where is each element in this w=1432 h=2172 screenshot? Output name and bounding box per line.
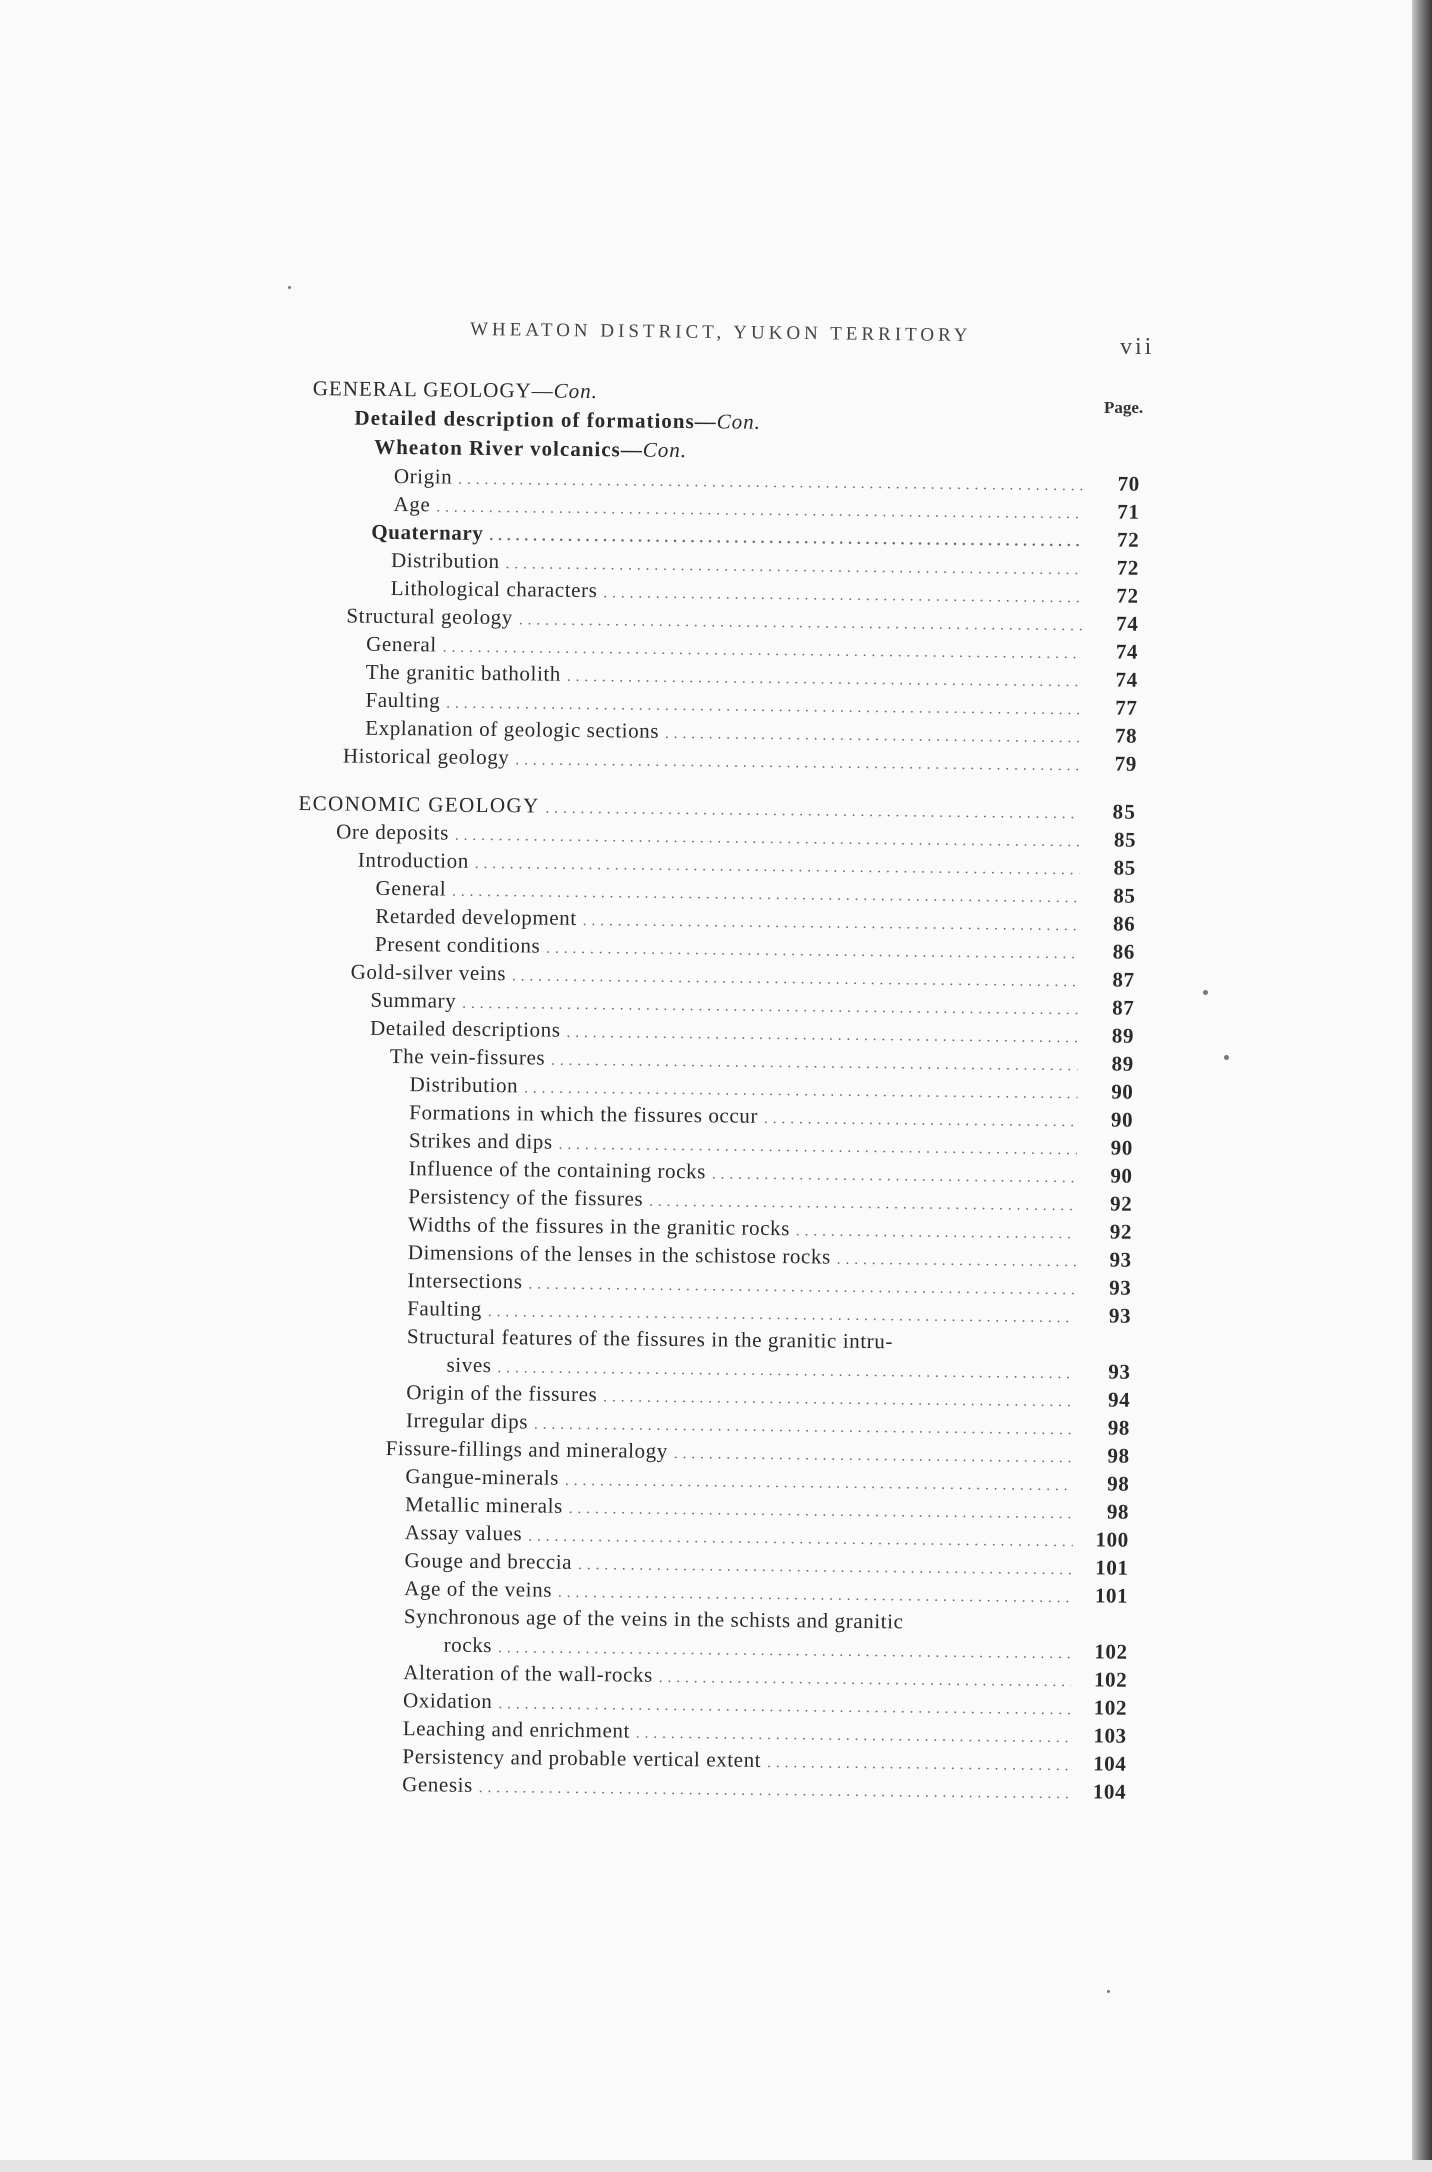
subheading-wheaton-river-volcanics: Wheaton River volcanics—Con.	[374, 434, 688, 463]
toc-page-number: 85	[1113, 883, 1136, 908]
toc-page-number: 93	[1108, 1359, 1131, 1384]
toc-entry: Distribution ..... 90	[409, 1072, 1077, 1107]
toc-entry: Gangue-minerals ..... 98	[405, 1464, 1073, 1499]
toc-page-number: 98	[1106, 1499, 1130, 1524]
toc-entry: Influence of the containing rocks ..... 90	[408, 1156, 1076, 1191]
toc-page-number: 72	[1116, 583, 1139, 608]
toc-page-number: 101	[1094, 1583, 1129, 1608]
scan-speck	[288, 286, 291, 289]
toc-entry: General ..... 74	[366, 632, 1082, 667]
toc-entry: The vein-fissures ..... 89	[390, 1044, 1078, 1079]
toc-page-number: 77	[1115, 695, 1138, 720]
toc-page-number: 93	[1108, 1303, 1132, 1328]
toc-entry: Ore deposits ..... 85	[336, 819, 1080, 855]
scan-speck	[1203, 990, 1208, 995]
toc-entry: Gold-silver veins ..... 87	[351, 960, 1079, 996]
toc-entry: The granitic batholith ..... 74	[366, 660, 1082, 695]
toc-entry: Persistency of the fissures ..... 92	[408, 1184, 1076, 1219]
toc-entry: Present conditions ..... 86	[375, 932, 1079, 967]
toc-entry: Assay values ..... 100	[405, 1520, 1073, 1555]
toc-page-number: 74	[1115, 639, 1139, 664]
toc-page-number: 85	[1113, 827, 1137, 852]
toc-page-number: 102	[1094, 1639, 1128, 1664]
toc-entry: Origin ..... 70	[394, 464, 1084, 499]
toc-page-number: 74	[1116, 611, 1139, 636]
toc-entry: Faulting ..... 77	[365, 688, 1081, 723]
toc-page-number: 90	[1110, 1107, 1134, 1132]
toc-entry: Retarded development ..... 86	[375, 904, 1079, 939]
toc-entry: Age ..... 71	[393, 492, 1083, 527]
toc-entry: Fissure-fillings and mineralogy ..... 98	[386, 1436, 1074, 1471]
toc-page-number: 85	[1113, 855, 1136, 880]
toc-page-number: 86	[1112, 939, 1136, 964]
toc-entry: Explanation of geologic sections ..... 78	[365, 716, 1081, 751]
toc-page-number: 70	[1117, 471, 1140, 496]
toc-page-number: 98	[1107, 1443, 1130, 1468]
toc-page-number: 98	[1107, 1471, 1130, 1496]
toc-entry: Age of the veins ..... 101	[404, 1576, 1072, 1611]
toc-page-number: 104	[1093, 1751, 1127, 1776]
toc-entry: Leaching and enrichment ..... 103	[403, 1716, 1071, 1751]
toc-entry: Faulting ..... 93	[407, 1296, 1075, 1331]
toc-entry: Historical geology ..... 79	[343, 743, 1081, 779]
toc-entry: Quaternary ..... 72	[371, 520, 1083, 555]
subheading-detailed-description: Detailed description of formations—Con.	[354, 405, 762, 434]
toc-entry-section: ECONOMIC GEOLOGY ..... 85	[298, 791, 1080, 827]
page-edge-shadow	[1412, 0, 1432, 2160]
toc-page-number: 72	[1116, 527, 1140, 552]
toc-page-number: 92	[1109, 1191, 1133, 1216]
toc-page-number: 103	[1093, 1723, 1127, 1748]
toc-entry: Dimensions of the lenses in the schistose rocks ..... 93	[408, 1240, 1076, 1275]
toc-entry: Structural geology ..... 74	[346, 604, 1082, 640]
toc-entry: Persistency and probable vertical extent ..... 104	[402, 1744, 1070, 1779]
toc-entry: Gouge and breccia ..... 101	[404, 1548, 1072, 1583]
toc-page-number: 93	[1109, 1275, 1132, 1300]
page-number: vii	[1120, 334, 1155, 360]
toc-entry: Lithological characters ..... 72	[391, 576, 1083, 611]
toc-page-number: 92	[1109, 1219, 1133, 1244]
toc-page-number: 79	[1114, 751, 1138, 776]
toc-entry: Metallic minerals ..... 98	[405, 1492, 1073, 1527]
toc-entry: Alteration of the wall-rocks ..... 102	[403, 1660, 1071, 1695]
toc-page-number: 100	[1095, 1527, 1129, 1552]
toc-entry: Distribution ..... 72	[391, 548, 1083, 583]
toc-entry: Genesis ..... 104	[402, 1772, 1070, 1807]
toc-page-number: 89	[1111, 1023, 1135, 1048]
toc-entry: Oxidation ..... 102	[403, 1688, 1071, 1723]
toc-page-number: 102	[1093, 1667, 1128, 1692]
section-heading-general-geology: GENERAL GEOLOGY—Con.	[312, 376, 599, 404]
toc-entry: Intersections ..... 93	[407, 1268, 1075, 1303]
toc-page-number: 89	[1111, 1051, 1134, 1076]
toc-page-number: 102	[1093, 1695, 1128, 1720]
toc-entry: rocks ..... 102	[443, 1633, 1071, 1668]
toc-entry: Irregular dips ..... 98	[406, 1408, 1074, 1443]
toc-page-number: 94	[1107, 1387, 1131, 1412]
toc-entry: Strikes and dips ..... 90	[409, 1128, 1077, 1163]
scan-speck	[1224, 1055, 1229, 1060]
page-column-label: Page.	[1104, 398, 1144, 417]
toc-entry: General ..... 85	[375, 876, 1079, 911]
toc-entry: Introduction ..... 85	[358, 848, 1080, 884]
toc-entry: Formations in which the fissures occur ..... 90	[409, 1100, 1077, 1135]
toc-entry-first-line: Structural features of the fissures in the granitic intru-	[406, 1324, 894, 1354]
toc-entry: sives ..... 93	[446, 1353, 1074, 1388]
toc-page-number: 85	[1112, 799, 1137, 824]
running-title: WHEATON DISTRICT, YUKON TERRITORY	[469, 318, 972, 347]
toc-entry-first-line: Synchronous age of the veins in the schists and granitic	[403, 1604, 904, 1634]
toc-page-number: 72	[1116, 555, 1140, 580]
toc-page-number: 74	[1115, 667, 1138, 692]
toc-page-number: 98	[1107, 1415, 1131, 1440]
toc-entry: Origin of the fissures ..... 94	[406, 1380, 1074, 1415]
toc-entry: Widths of the fissures in the granitic rocks ..... 92	[408, 1212, 1076, 1247]
toc-page-number: 86	[1112, 911, 1136, 936]
toc-page-number: 101	[1095, 1555, 1129, 1580]
toc-page-number: 90	[1111, 1079, 1134, 1104]
toc-page-number: 87	[1112, 967, 1135, 992]
scan-speck	[1107, 1990, 1110, 1993]
toc-page-number: 104	[1092, 1779, 1127, 1804]
toc-page-number: 87	[1112, 995, 1135, 1020]
toc-page-number: 71	[1117, 499, 1140, 524]
toc-entry: Summary ..... 87	[370, 988, 1078, 1023]
toc-page-number: 90	[1110, 1163, 1133, 1188]
toc-entry: Detailed descriptions ..... 89	[370, 1016, 1078, 1051]
toc-page-number: 78	[1114, 723, 1138, 748]
toc-page-number: 90	[1110, 1135, 1134, 1160]
toc-page-number: 93	[1109, 1247, 1132, 1272]
